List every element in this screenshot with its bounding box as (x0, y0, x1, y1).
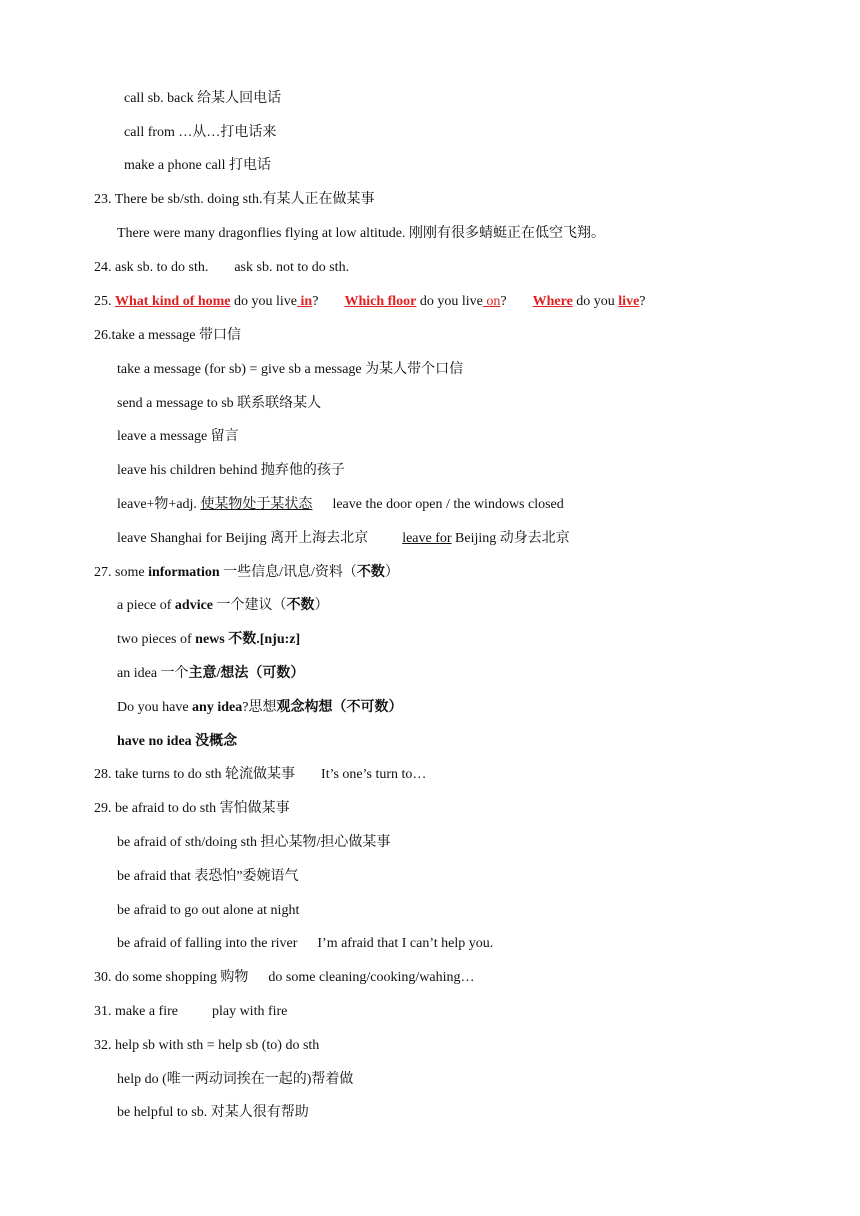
phrase-send-message: send a message to sb 联系联络某人 (117, 396, 322, 411)
advice-e: ） (314, 598, 329, 613)
item-27-a: 27. some (94, 565, 149, 580)
q-mark-2: ? (500, 294, 507, 309)
phrase-leave-children: leave his children behind 抛弃他的孩子 (117, 463, 345, 478)
phrase-call-back: call sb. back 给某人回电话 (124, 91, 282, 106)
item-27-c: 一些信息/讯息/资料（ (219, 565, 357, 580)
afraid-falling-b: I’m afraid that I can’t help you. (317, 936, 494, 951)
item-27-e: ） (384, 565, 399, 580)
highlight-live: live (618, 294, 640, 309)
item-24-a: 24. ask sb. to do sth. (94, 260, 209, 275)
item-25 (94, 293, 646, 311)
any-idea-meaning: 观念构想（不可数） (276, 700, 403, 715)
advice-uncountable: 不数 (286, 598, 315, 613)
leave-adj-example: leave the door open / the windows closed (332, 497, 564, 512)
item-29: 29. be afraid to do sth 害怕做某事 (94, 801, 290, 816)
news-a: two pieces of (117, 632, 196, 647)
item-28-b: It’s one’s turn to… (321, 767, 427, 782)
phrase-leave-message: leave a message 留言 (117, 429, 239, 444)
phrase-helpful: be helpful to sb. 对某人很有帮助 (117, 1105, 309, 1120)
phrase-afraid-falling (117, 935, 493, 953)
an-idea-a: an idea 一个 (117, 666, 189, 681)
any-idea-c: ?思想 (242, 700, 277, 715)
item-31-b: play with fire (211, 1004, 288, 1019)
text-do-you-3: do you (572, 294, 619, 309)
highlight-on: on (482, 294, 501, 309)
any-idea-a: Do you have (117, 700, 193, 715)
item-24 (94, 259, 349, 277)
highlight-which-floor: Which floor (344, 294, 417, 309)
phrase-an-idea (117, 665, 304, 683)
phrase-afraid-that: be afraid that 表恐怕”委婉语气 (117, 869, 299, 884)
item-27 (94, 564, 399, 582)
phrase-call-from: call from …从…打电话来 (124, 125, 277, 140)
an-idea-meaning: 主意/想法（可数） (188, 666, 305, 681)
phrase-make-call: make a phone call 打电话 (124, 158, 271, 173)
item-27-uncountable: 不数 (356, 565, 385, 580)
item-25-number: 25. (94, 294, 115, 309)
phrase-news (117, 631, 300, 649)
item-30-a: 30. do some shopping 购物 (94, 970, 249, 985)
item-26: 26.take a message 带口信 (94, 328, 241, 343)
phrase-advice (117, 597, 329, 615)
item-31 (94, 1003, 287, 1021)
phrase-leave-adj (117, 496, 564, 514)
advice-word: advice (174, 598, 214, 613)
leave-for-underlined: leave for (402, 531, 452, 546)
item-31-a: 31. make a fire (94, 1004, 178, 1019)
phrase-help-do: help do (唯一两动词挨在一起的)帮着做 (117, 1072, 354, 1087)
phrase-afraid-of: be afraid of sth/doing sth 担心某物/担心做某事 (117, 835, 391, 850)
afraid-falling-a: be afraid of falling into the river (117, 936, 298, 951)
highlight-in: in (297, 294, 313, 309)
item-32: 32. help sb with sth = help sb (to) do sth (94, 1038, 320, 1053)
item-28 (94, 766, 426, 784)
highlight-where: Where (532, 294, 573, 309)
q-mark-3: ? (639, 294, 646, 309)
any-idea-word: any idea (192, 700, 243, 715)
advice-a: a piece of (117, 598, 175, 613)
phrase-take-message: take a message (for sb) = give sb a message 为某人带个口信 (117, 362, 464, 377)
leave-adj-meaning: 使某物处于某状态 (200, 497, 313, 512)
item-30 (94, 969, 474, 987)
advice-c: 一个建议（ (213, 598, 287, 613)
phrase-afraid-go-out: be afraid to go out alone at night (117, 903, 300, 918)
phrase-leave-for (117, 530, 570, 548)
news-word: news 不数.[nju:z] (195, 632, 301, 647)
phrase-any-idea (117, 699, 402, 717)
leave-adj-a: leave+物+adj. (117, 497, 201, 512)
text-do-you-live-1: do you live (230, 294, 298, 309)
item-23: 23. There be sb/sth. doing sth.有某人正在做某事 (94, 192, 375, 207)
item-24-b: ask sb. not to do sth. (234, 260, 350, 275)
item-27-information: information (148, 565, 220, 580)
example-dragonflies: There were many dragonflies flying at low altitude. 刚刚有很多蜻蜓正在低空飞翔。 (117, 226, 605, 241)
item-30-b: do some cleaning/cooking/wahing… (268, 970, 475, 985)
phrase-no-idea: have no idea 没概念 (117, 734, 238, 749)
leave-shanghai: leave Shanghai for Beijing 离开上海去北京 (117, 531, 369, 546)
text-do-you-live-2: do you live (416, 294, 483, 309)
item-28-a: 28. take turns to do sth 轮流做某事 (94, 767, 296, 782)
highlight-what-kind-of-home: What kind of home (115, 294, 231, 309)
q-mark-1: ? (312, 294, 319, 309)
leave-for-beijing: Beijing 动身去北京 (451, 531, 570, 546)
